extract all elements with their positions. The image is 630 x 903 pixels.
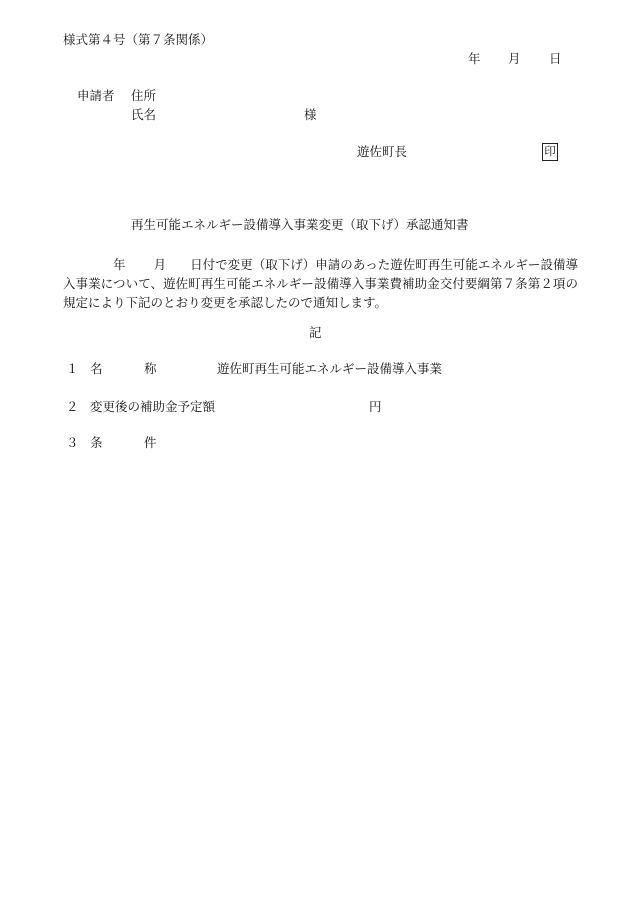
- item-label-part: 名: [90, 361, 103, 376]
- item-number: １: [66, 361, 79, 376]
- item-label-part: 称: [144, 361, 157, 376]
- honorific-sama: 様: [304, 107, 317, 122]
- item-number: ２: [66, 399, 79, 414]
- item-label: 変更後の補助金予定額: [90, 399, 216, 414]
- issuer-title: 遊佐町長: [357, 144, 408, 159]
- item-label-part: 条: [90, 435, 103, 450]
- item-value: 円: [369, 399, 382, 414]
- item-number: ３: [66, 435, 79, 450]
- form-number: 様式第４号（第７条関係）: [63, 32, 214, 47]
- address-label: 住所: [131, 88, 157, 103]
- body-paragraph: [63, 255, 578, 312]
- item-value: 遊佐町再生可能エネルギー設備導入事業: [217, 361, 443, 376]
- ki-heading: 記: [309, 325, 322, 340]
- item-label-part: 件: [144, 435, 157, 450]
- name-label: 氏名: [131, 107, 157, 122]
- applicant-label: 申請者: [77, 88, 115, 103]
- date-month-label: 月: [508, 51, 521, 66]
- date-day-label: 日: [549, 51, 562, 66]
- seal-box: 印: [542, 143, 558, 161]
- body-text: 日付で変更（取下げ）申請のあった遊佐町再生可能エネルギー設備導入事業について、遊佐町再生可能エネルギー設備導入事業費補助金交付要綱第７条第２項の規定により下記のとおり変更を承認したので通知します。: [63, 257, 578, 310]
- body-month: 月: [153, 257, 167, 272]
- date-year-label: 年: [468, 51, 481, 66]
- body-year: 年: [113, 257, 126, 272]
- document-title: 再生可能エネルギー設備導入事業変更（取下げ）承認通知書: [131, 217, 469, 232]
